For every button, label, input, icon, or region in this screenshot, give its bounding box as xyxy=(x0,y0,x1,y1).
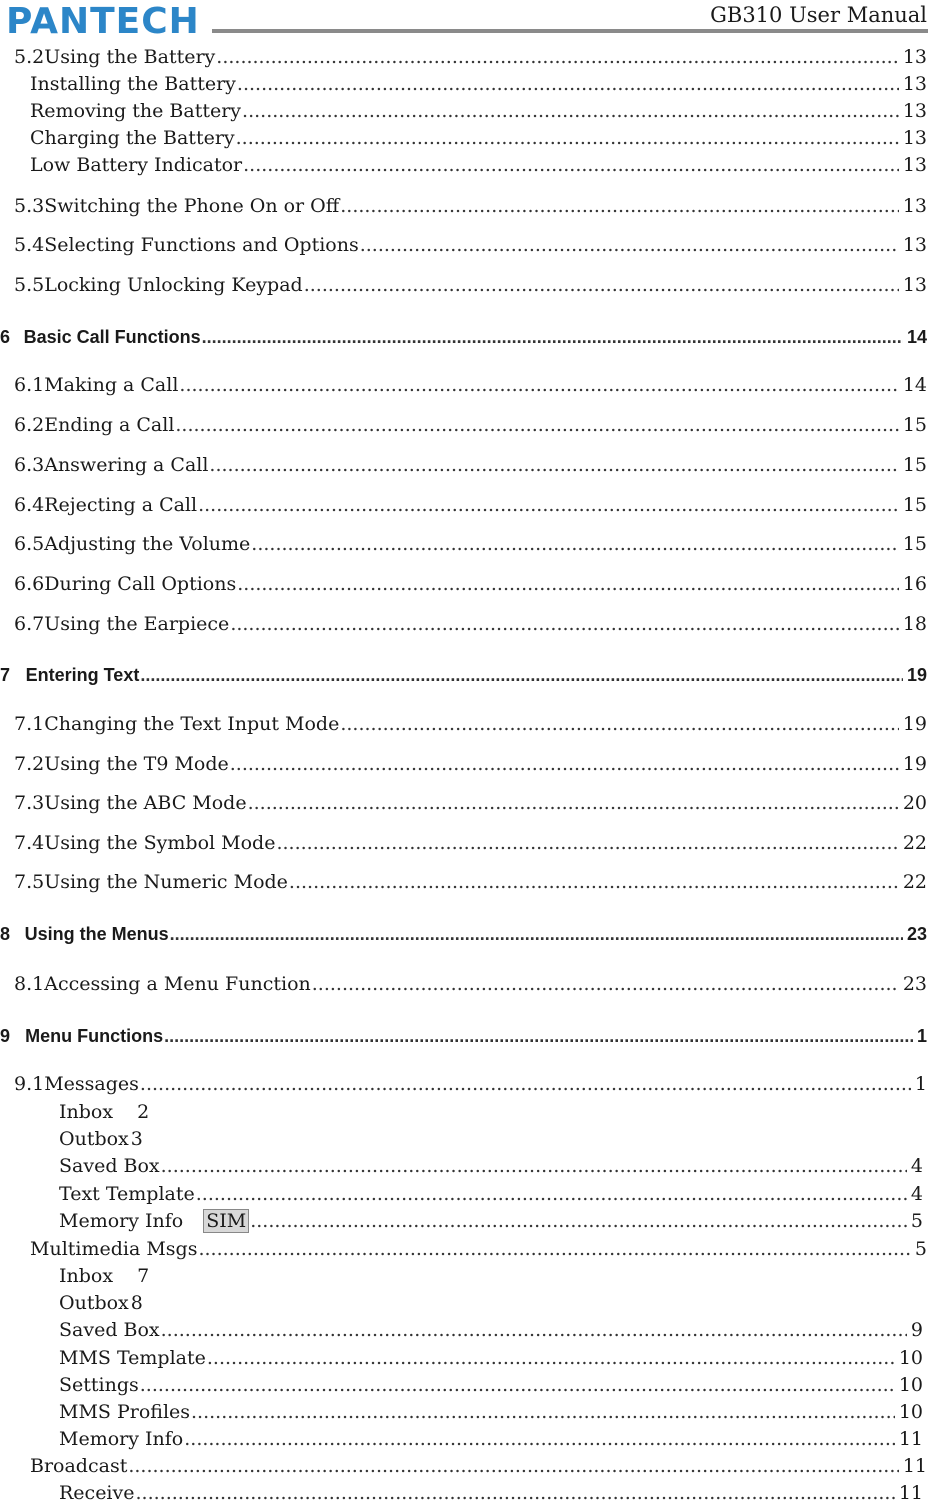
dot-leader xyxy=(312,972,899,996)
toc-entry-title: Using the T9 Mode xyxy=(44,753,229,775)
toc-entry-page: 19 xyxy=(906,665,927,685)
toc-entry-title: Outbox xyxy=(59,1292,129,1314)
toc-entry-page: 19 xyxy=(902,713,927,735)
dot-leader xyxy=(248,791,899,815)
dot-leader xyxy=(237,572,899,596)
toc-entry-title: MMS Profiles xyxy=(59,1401,191,1423)
toc-entry-number: 7.2 xyxy=(14,753,45,775)
toc-entry[interactable] xyxy=(59,1127,923,1151)
toc-entry-title: Answering a Call xyxy=(44,454,209,476)
toc-entry[interactable] xyxy=(14,752,927,776)
toc-entry[interactable] xyxy=(14,572,927,596)
toc-entry-number: 7.1 xyxy=(14,713,45,735)
toc-entry-title: Text Template xyxy=(59,1183,195,1205)
toc-entry-page: 15 xyxy=(902,414,927,436)
toc-entry-page: 13 xyxy=(902,46,927,68)
toc-entry-number: 8 xyxy=(0,924,11,944)
toc-entry-page: 1 xyxy=(916,1026,927,1046)
toc-entry-page: 15 xyxy=(902,533,927,555)
toc-entry-number: 5.4 xyxy=(14,234,45,256)
dot-leader xyxy=(250,1209,907,1233)
toc-entry[interactable] xyxy=(0,1024,927,1048)
toc-entry-title: Charging the Battery xyxy=(30,127,235,149)
toc-entry-number: 6.4 xyxy=(14,494,45,516)
toc-entry-page: 5 xyxy=(910,1210,923,1232)
dot-leader xyxy=(161,1318,907,1342)
dot-leader xyxy=(198,1237,910,1261)
toc-entry-title: Inbox xyxy=(59,1101,114,1123)
toc-entry[interactable] xyxy=(30,99,927,123)
toc-entry[interactable] xyxy=(59,1154,923,1178)
toc-entry[interactable] xyxy=(30,126,927,150)
toc-entry[interactable] xyxy=(14,45,927,69)
toc-entry-title: Broadcast xyxy=(30,1455,128,1477)
toc-entry[interactable] xyxy=(59,1209,923,1233)
toc-entry[interactable] xyxy=(0,325,927,349)
toc-entry[interactable] xyxy=(59,1264,923,1288)
dot-leader xyxy=(175,413,898,437)
toc-entry-page: 13 xyxy=(902,234,927,256)
dot-leader xyxy=(170,922,903,946)
toc-entry-title: Receive xyxy=(59,1482,135,1504)
toc-entry-title: During Call Options xyxy=(44,573,237,595)
dot-leader xyxy=(140,663,903,687)
toc-entry-page: 13 xyxy=(902,154,927,176)
sim-field-tag: SIM xyxy=(203,1209,249,1233)
toc-entry-title: Settings xyxy=(59,1374,139,1396)
toc-entry-page: 9 xyxy=(910,1319,923,1341)
toc-entry-number: 6.3 xyxy=(14,454,45,476)
toc-entry-page: 10 xyxy=(898,1347,923,1369)
toc-entry-page: 13 xyxy=(902,127,927,149)
toc-entry-title: Locking Unlocking Keypad xyxy=(44,274,303,296)
toc-entry[interactable] xyxy=(14,233,927,257)
dot-leader xyxy=(184,1427,895,1451)
toc-entry-number: 6.5 xyxy=(14,533,45,555)
toc-entry-page: 5 xyxy=(914,1238,927,1260)
toc-entry-title: Using the Battery xyxy=(44,46,216,68)
header-rule xyxy=(212,29,928,33)
toc-entry-title: Using the Symbol Mode xyxy=(44,832,276,854)
toc-entry-title: Menu Functions xyxy=(25,1026,164,1046)
dot-leader xyxy=(179,373,898,397)
toc-entry-number: 7.5 xyxy=(14,871,45,893)
dot-leader xyxy=(360,233,899,257)
toc-entry-title: Multimedia Msgs xyxy=(30,1238,198,1260)
toc-entry-number: 6 xyxy=(0,327,11,347)
dot-leader xyxy=(207,1346,895,1370)
toc-entry-title: Making a Call xyxy=(44,374,179,396)
toc-entry-page: 15 xyxy=(902,494,927,516)
toc-entry-title: Switching the Phone On or Off xyxy=(44,195,340,217)
toc-entry-page: 18 xyxy=(902,613,927,635)
toc-entry-title: Using the Numeric Mode xyxy=(44,871,288,893)
toc-entry-title: Outbox xyxy=(59,1128,129,1150)
dot-leader xyxy=(289,870,899,894)
toc-entry-number: 9.1 xyxy=(14,1073,45,1095)
document-title: GB310 User Manual xyxy=(710,3,927,27)
toc-entry[interactable] xyxy=(14,791,927,815)
toc-entry-page: 13 xyxy=(902,195,927,217)
toc-entry[interactable] xyxy=(59,1427,923,1451)
dot-leader xyxy=(202,325,903,349)
toc-entry[interactable] xyxy=(59,1400,923,1424)
dot-leader xyxy=(276,831,898,855)
toc-entry[interactable] xyxy=(59,1481,923,1505)
toc-entry-title: Changing the Text Input Mode xyxy=(44,713,340,735)
toc-entry-number: 7.4 xyxy=(14,832,45,854)
toc-entry-title: Entering Text xyxy=(25,665,140,685)
dot-leader xyxy=(198,493,899,517)
dot-leader xyxy=(230,752,899,776)
dot-leader xyxy=(128,1454,898,1478)
toc-entry[interactable] xyxy=(30,72,927,96)
toc-entry-title: Memory Info xyxy=(59,1428,184,1450)
toc-entry-page: 20 xyxy=(902,792,927,814)
toc-entry-page: 10 xyxy=(898,1374,923,1396)
dot-leader xyxy=(140,1373,895,1397)
toc-entry-title: MMS Template xyxy=(59,1347,206,1369)
toc-entry-title: Ending a Call xyxy=(44,414,175,436)
toc-entry-number: 5.5 xyxy=(14,274,45,296)
toc-entry-title: Using the Menus xyxy=(24,924,169,944)
dot-leader xyxy=(251,532,899,556)
toc-entry-number: 8.1 xyxy=(14,973,45,995)
dot-leader xyxy=(340,712,898,736)
toc-entry[interactable] xyxy=(59,1373,923,1397)
toc-entry-page: 15 xyxy=(902,454,927,476)
toc-entry[interactable] xyxy=(14,870,927,894)
dot-leader xyxy=(196,1182,907,1206)
toc-entry-number: 7.3 xyxy=(14,792,45,814)
dot-leader xyxy=(340,194,899,218)
toc-entry-number: 6.6 xyxy=(14,573,45,595)
dot-leader xyxy=(161,1154,907,1178)
dot-leader xyxy=(216,45,899,69)
dot-leader xyxy=(230,612,899,636)
toc-entry[interactable] xyxy=(14,972,927,996)
dot-leader xyxy=(191,1400,895,1424)
toc-entry-page: 13 xyxy=(902,73,927,95)
toc-entry-title: Memory Info xyxy=(59,1210,184,1232)
toc-entry-title: Installing the Battery xyxy=(30,73,236,95)
toc-entry-title: Saved Box xyxy=(59,1155,160,1177)
toc-entry[interactable] xyxy=(59,1182,923,1206)
toc-entry-page: 23 xyxy=(906,924,927,944)
toc-entry-page: 22 xyxy=(902,871,927,893)
toc-entry-page: 11 xyxy=(898,1482,923,1504)
toc-entry[interactable] xyxy=(0,663,927,687)
toc-entry-number: 5.2 xyxy=(14,46,45,68)
toc-entry-title: Selecting Functions and Options xyxy=(44,234,359,256)
toc-entry-number: 6.1 xyxy=(14,374,45,396)
toc-entry-page: 11 xyxy=(902,1455,927,1477)
toc-entry[interactable] xyxy=(59,1346,923,1370)
toc-entry-page: 23 xyxy=(902,973,927,995)
toc-entry-page: 1 xyxy=(914,1073,927,1095)
dot-leader xyxy=(242,99,899,123)
toc-entry-page: 4 xyxy=(910,1155,923,1177)
toc-entry[interactable] xyxy=(14,194,927,218)
toc-entry-page: 3 xyxy=(130,1128,143,1150)
page-header xyxy=(0,0,929,44)
toc-entry-title: Messages xyxy=(44,1073,139,1095)
toc-entry-title: Low Battery Indicator xyxy=(30,154,243,176)
toc-entry[interactable] xyxy=(30,153,927,177)
toc-entry[interactable] xyxy=(14,1072,927,1096)
toc-entry-number: 5.3 xyxy=(14,195,45,217)
toc-entry-page: 13 xyxy=(902,100,927,122)
toc-entry-title: Removing the Battery xyxy=(30,100,242,122)
toc-entry-title: Adjusting the Volume xyxy=(44,533,251,555)
toc-entry-title: Basic Call Functions xyxy=(23,327,201,347)
toc-entry[interactable] xyxy=(14,532,927,556)
toc-entry[interactable] xyxy=(59,1318,923,1342)
dot-leader xyxy=(164,1024,913,1048)
toc-entry[interactable] xyxy=(14,612,927,636)
toc-entry-number: 6.7 xyxy=(14,613,45,635)
toc-entry[interactable] xyxy=(59,1100,923,1124)
toc-entry[interactable] xyxy=(59,1291,923,1315)
toc-entry-page: 4 xyxy=(910,1183,923,1205)
toc-entry-page: 16 xyxy=(902,573,927,595)
toc-entry[interactable] xyxy=(30,1454,927,1478)
toc-entry[interactable] xyxy=(14,273,927,297)
toc-entry-page: 13 xyxy=(902,274,927,296)
toc-entry[interactable] xyxy=(14,373,927,397)
toc-entry-page: 14 xyxy=(906,327,927,347)
toc-entry-title: Using the Earpiece xyxy=(44,613,230,635)
toc-entry-title: Accessing a Menu Function xyxy=(44,973,311,995)
dot-leader xyxy=(236,126,899,150)
toc-entry-page: 10 xyxy=(898,1401,923,1423)
toc-entry-page: 2 xyxy=(137,1101,150,1123)
dot-leader xyxy=(243,153,899,177)
toc-entry-page: 7 xyxy=(137,1265,150,1287)
dot-leader xyxy=(304,273,899,297)
toc-entry[interactable] xyxy=(14,493,927,517)
toc-entry[interactable] xyxy=(14,831,927,855)
toc-entry-page: 19 xyxy=(902,753,927,775)
toc-entry[interactable] xyxy=(0,922,927,946)
toc-entry-page: 14 xyxy=(902,374,927,396)
dot-leader xyxy=(140,1072,911,1096)
toc-entry-title: Saved Box xyxy=(59,1319,160,1341)
toc-entry-number: 6.2 xyxy=(14,414,45,436)
dot-leader xyxy=(136,1481,895,1505)
toc-entry[interactable] xyxy=(14,712,927,736)
toc-entry-title: Rejecting a Call xyxy=(44,494,198,516)
toc-entry[interactable] xyxy=(14,453,927,477)
toc-entry-title: Using the ABC Mode xyxy=(44,792,247,814)
toc-entry-page: 8 xyxy=(130,1292,143,1314)
toc-entry[interactable] xyxy=(30,1237,927,1261)
toc-entry-number: 7 xyxy=(0,665,11,685)
toc-entry[interactable] xyxy=(14,413,927,437)
toc-entry-page: 22 xyxy=(902,832,927,854)
pantech-logo: PANTECH xyxy=(6,1,200,42)
toc-entry-page: 11 xyxy=(898,1428,923,1450)
toc-entry-number: 9 xyxy=(0,1026,11,1046)
toc-entry-title: Inbox xyxy=(59,1265,114,1287)
dot-leader xyxy=(237,72,899,96)
dot-leader xyxy=(209,453,898,477)
